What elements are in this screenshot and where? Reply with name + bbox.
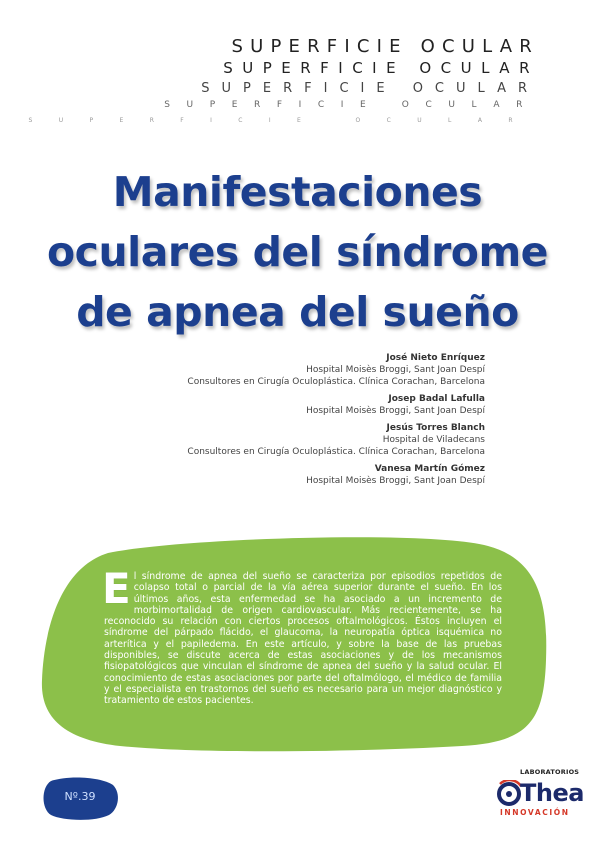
author-affiliation: Hospital de Viladecans	[382, 435, 485, 445]
author-affiliation: Hospital Moisès Broggi, Sant Joan Despí	[306, 406, 485, 416]
abstract-dropcap: E	[102, 564, 131, 613]
series-name-line: SUPERFICIE OCULAR	[223, 59, 539, 77]
author-name: José Nieto Enríquez	[386, 353, 485, 363]
series-name-line: SUPERFICIE OCULAR	[231, 36, 539, 57]
author-name: Josep Badal Lafulla	[388, 394, 485, 404]
title-line: Manifestaciones	[112, 168, 483, 216]
logo-tagline: INNOVACIÓN	[500, 808, 570, 817]
author-name: Jesús Torres Blanch	[386, 423, 485, 433]
logo-eye-icon	[496, 780, 522, 808]
series-name-line: SUPERFICIE OCULAR	[28, 117, 539, 124]
issue-badge	[39, 775, 121, 822]
series-name-line: SUPERFICIE OCULAR	[164, 100, 539, 110]
abstract-text	[102, 564, 502, 707]
title-line: de apnea del sueño	[76, 288, 519, 336]
logo-brand-name: Thea	[520, 779, 584, 807]
title-line: oculares del síndrome	[47, 228, 548, 276]
logo-lab-text: LABORATORIOS	[520, 768, 580, 776]
thea-logo	[490, 768, 590, 828]
issue-number: Nº.39	[64, 790, 96, 803]
author-affiliation: Consultores en Cirugía Oculoplástica. Clínica Corachan, Barcelona	[187, 447, 485, 457]
author-name: Vanesa Martín Gómez	[374, 464, 485, 474]
author-affiliation: Hospital Moisès Broggi, Sant Joan Despí	[306, 476, 485, 486]
author-affiliation: Consultores en Cirugía Oculoplástica. Clínica Corachan, Barcelona	[187, 377, 485, 387]
series-name-line: SUPERFICIE OCULAR	[201, 81, 539, 96]
abstract-body: l síndrome de apnea del sueño se caracteriza por episodios repetidos de colapso total o parcial de la vía aérea superior durante el sueño. En los últimos años, esta enfermedad se ha asociado a un incremento de morbimortalidad de origen cardiovascular. Más recientemente, se ha reconocido su relación con ciertos procesos oftalmológicos. Éstos incluyen el síndrome del párpado flácido, el glaucoma, la neuropatía óptica isquémica no arterítica y el papiledema. En este artículo, y sobre la base de las pruebas disponibles, se discute acerca de estas asociaciones y de los mecanismos fisiopatológicos que vinculan el síndrome de apnea del sueño y la salud ocular. El conocimiento de estas asociaciones por parte del oftalmólogo, el médico de familia y el especialista en trastornos del sueño es necesario para un mejor diagnóstico y tratamiento de estos pacientes.	[104, 571, 502, 707]
author-affiliation: Hospital Moisès Broggi, Sant Joan Despí	[306, 365, 485, 375]
